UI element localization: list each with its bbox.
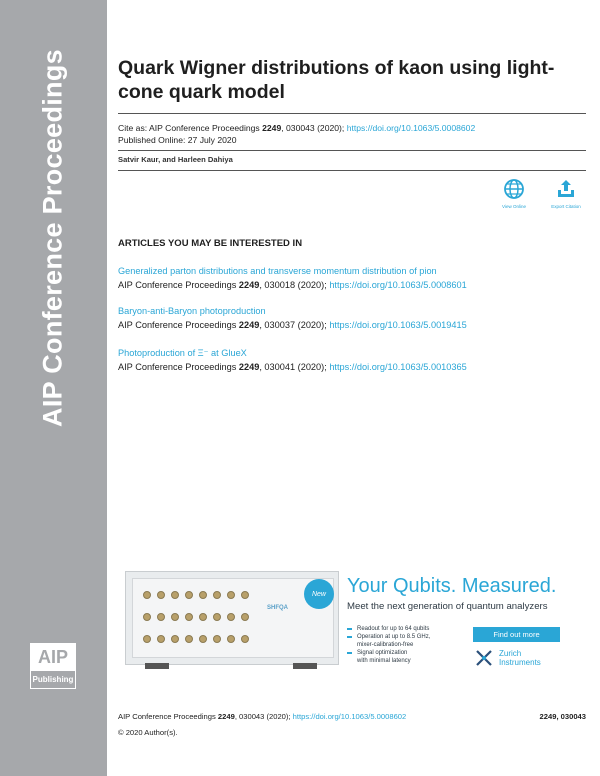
aip-logo-mark: AIP — [37, 647, 68, 667]
connector-port — [185, 591, 193, 599]
related-article-title-link[interactable]: Generalized parton distributions and transverse momentum distribution of pion — [118, 266, 437, 276]
related-rest: , 030018 (2020); — [259, 280, 330, 290]
citation-line — [118, 122, 475, 134]
cite-rest: , 030043 (2020); — [281, 123, 347, 133]
related-article-doi-link[interactable]: https://doi.org/10.1063/5.0008601 — [329, 280, 467, 290]
connector-port — [241, 635, 249, 643]
related-journal: AIP Conference Proceedings — [118, 280, 239, 290]
related-volume: 2249 — [238, 280, 260, 290]
footer-doi-link[interactable]: https://doi.org/10.1063/5.0008602 — [292, 712, 407, 721]
divider — [118, 113, 586, 114]
related-rest: , 030037 (2020); — [259, 320, 330, 330]
connector-port — [241, 613, 249, 621]
zurich-instruments-logo — [475, 649, 541, 667]
ad-feature: Operation at up to 8.5 GHz, — [347, 633, 430, 641]
related-journal: AIP Conference Proceedings — [118, 362, 239, 372]
published-date: Published Online: 27 July 2020 — [118, 135, 237, 145]
cite-label: Cite as: AIP Conference Proceedings — [118, 123, 263, 133]
ad-headline: Your Qubits. Measured. — [347, 575, 557, 597]
logo-line-2: Instruments — [499, 658, 541, 667]
related-article-title-link[interactable]: Photoproduction of Ξ⁻ at GlueX — [118, 348, 247, 358]
instrument-foot — [145, 663, 169, 669]
ad-feature: Readout for up to 64 qubits — [347, 625, 430, 633]
connector-port — [199, 613, 207, 621]
sidebar — [0, 0, 107, 776]
view-online-label: View Online — [502, 204, 526, 209]
related-volume: 2249 — [238, 320, 260, 330]
connector-port — [227, 591, 235, 599]
connector-port — [171, 613, 179, 621]
divider — [118, 150, 586, 151]
page-number: 2249, 030043 — [539, 712, 586, 721]
connector-port — [227, 613, 235, 621]
export-citation-label: Export Citation — [551, 204, 581, 209]
ad-feature: Signal optimization — [347, 649, 430, 657]
connector-port — [227, 635, 235, 643]
connector-port — [171, 635, 179, 643]
footer-cite-label: AIP Conference Proceedings — [118, 712, 218, 721]
related-volume: 2249 — [238, 362, 260, 372]
globe-icon — [503, 178, 525, 200]
view-online-button[interactable] — [498, 178, 530, 209]
ad-feature-list — [347, 625, 430, 665]
related-rest: , 030041 (2020); — [259, 362, 330, 372]
aip-publishing-logo[interactable] — [30, 643, 76, 689]
connector-port — [157, 591, 165, 599]
copyright: © 2020 Author(s). — [118, 728, 178, 737]
connector-port — [199, 635, 207, 643]
export-icon — [555, 178, 577, 200]
footer-volume: 2249 — [217, 712, 235, 721]
journal-sidebar-title: AIP Conference Proceedings — [37, 49, 68, 427]
instrument-image — [125, 571, 339, 665]
article-doi-link[interactable]: https://doi.org/10.1063/5.0008602 — [346, 123, 476, 133]
related-article-doi-link[interactable]: https://doi.org/10.1063/5.0019415 — [329, 320, 467, 330]
connector-port — [171, 591, 179, 599]
logo-line-1: Zurich — [499, 649, 522, 658]
connector-port — [185, 635, 193, 643]
related-article-citation — [118, 318, 467, 332]
related-journal: AIP Conference Proceedings — [118, 320, 239, 330]
related-article-doi-link[interactable]: https://doi.org/10.1063/5.0010365 — [329, 362, 467, 372]
related-article-citation — [118, 360, 467, 374]
related-article — [118, 346, 467, 374]
related-article — [118, 264, 467, 292]
connector-port — [241, 591, 249, 599]
zurich-instruments-logo-icon — [475, 649, 493, 667]
connector-port — [143, 613, 151, 621]
connector-port — [157, 613, 165, 621]
new-badge: New — [304, 579, 334, 609]
connector-port — [213, 591, 221, 599]
related-article — [118, 304, 467, 332]
instrument-foot — [293, 663, 317, 669]
related-article-citation — [118, 278, 467, 292]
footer-citation — [118, 712, 406, 721]
divider — [118, 170, 586, 171]
footer-rest: , 030043 (2020); — [234, 712, 293, 721]
aip-logo-publishing: Publishing — [31, 671, 75, 688]
ad-feature-continued: mixer-calibration-free — [357, 642, 414, 648]
find-out-more-button[interactable]: Find out more — [473, 627, 560, 642]
authors: Satvir Kaur, and Harleen Dahiya — [118, 155, 233, 164]
cite-volume: 2249 — [262, 123, 282, 133]
citation-block — [118, 122, 475, 146]
connector-port — [213, 635, 221, 643]
ad-subheadline: Meet the next generation of quantum analyzers — [347, 601, 548, 612]
connector-port — [157, 635, 165, 643]
ad-feature-continued: with minimal latency — [357, 658, 411, 664]
connector-port — [213, 613, 221, 621]
connector-port — [143, 635, 151, 643]
export-citation-button[interactable] — [548, 178, 584, 209]
connector-port — [143, 591, 151, 599]
related-article-title-link[interactable]: Baryon-anti-Baryon photoproduction — [118, 306, 266, 316]
advertisement-banner[interactable] — [125, 567, 585, 675]
instrument-brand-label: SHFQA — [267, 605, 288, 611]
connector-port — [185, 613, 193, 621]
article-title: Quark Wigner distributions of kaon using light-cone quark model — [118, 57, 555, 103]
connector-port — [199, 591, 207, 599]
related-articles-heading: ARTICLES YOU MAY BE INTERESTED IN — [118, 238, 303, 249]
